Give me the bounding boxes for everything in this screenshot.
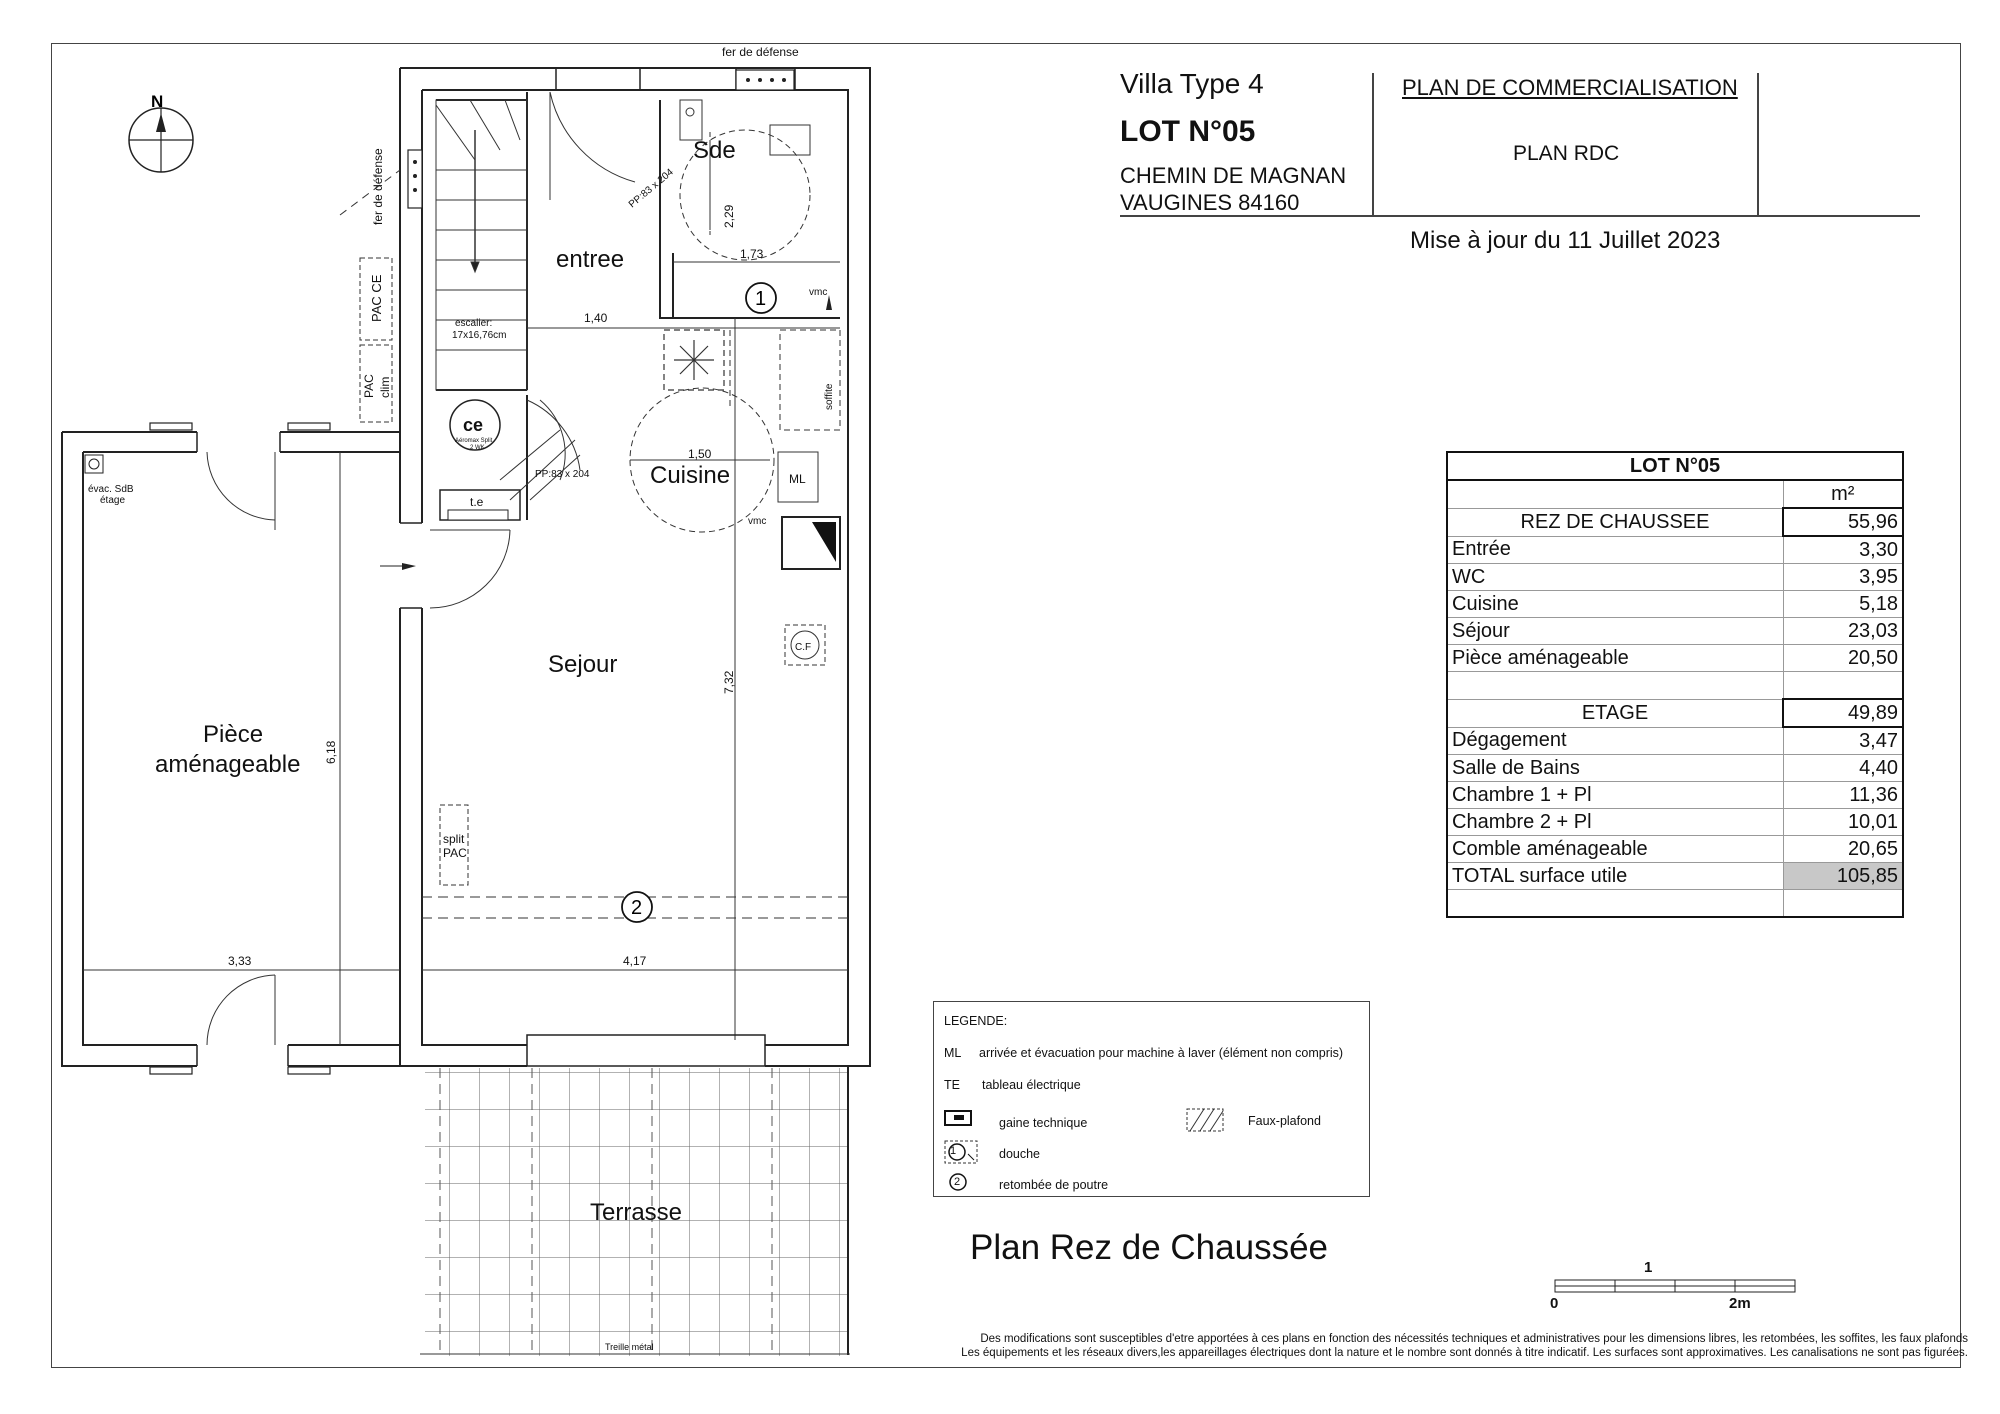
dim-173: 1,73 — [740, 247, 764, 261]
treille-label: Treille métal — [605, 1342, 654, 1352]
table-row: Dégagement 3,47 — [1447, 727, 1903, 755]
dim-732: 7,32 — [722, 670, 736, 694]
table-row: Comble aménageable 20,65 — [1447, 836, 1903, 863]
rdc-label: REZ DE CHAUSSEE — [1447, 508, 1783, 536]
marker-1: 1 — [755, 288, 767, 310]
evac-label-1: évac. SdB — [88, 484, 134, 495]
total-label: TOTAL surface utile — [1447, 863, 1783, 890]
table-spacer-row — [1447, 672, 1903, 700]
disclaimer-line2: Les équipements et les réseaux divers,les appareillages électriques dont la nature et le nombre sont donnés à titre indicatif. Les surfaces sont approximatives. Les canalisations ne sont pas figurées. — [961, 1347, 1968, 1359]
pp-top-label: PP:83 x 204 — [626, 166, 676, 211]
legend-te-code: TE — [944, 1078, 960, 1092]
room-sejour: Sejour — [548, 651, 618, 678]
pac-clim-label-2: clim — [378, 376, 392, 398]
table-row: Pièce aménageable 20,50 — [1447, 645, 1903, 672]
room-piece-1: Pièce — [203, 721, 264, 748]
hatch-icon — [1186, 1108, 1226, 1134]
table-row: Chambre 2 + Pl 10,01 — [1447, 809, 1903, 836]
legend-marker-1: 1 — [950, 1145, 957, 1157]
table-row: WC 3,95 — [1447, 564, 1903, 591]
dim-618: 6,18 — [324, 740, 338, 764]
room-entree: entree — [556, 246, 625, 273]
legend-te-text: tableau électrique — [982, 1078, 1081, 1092]
soffite-label: soffite — [824, 383, 835, 410]
scale-one: 1 — [1644, 1259, 1653, 1276]
marker-2: 2 — [631, 897, 643, 919]
vmc-top-label: vmc — [809, 287, 828, 298]
villa-type: Villa Type 4 — [1120, 68, 1264, 99]
ce-label: ce — [463, 415, 484, 435]
room-sde: Sde — [693, 137, 736, 164]
escalier-label-1: escalier: — [455, 318, 493, 329]
evac-label-2: étage — [100, 495, 126, 506]
surfaces-table — [1446, 451, 1904, 918]
table-row: Séjour 23,03 — [1447, 618, 1903, 645]
address-line2: VAUGINES 84160 — [1120, 190, 1300, 215]
scale-bar — [1545, 1276, 1805, 1306]
north-compass — [129, 92, 193, 172]
dim-333: 3,33 — [228, 954, 252, 968]
fer-left-label: fer de défense — [371, 148, 385, 225]
split-label-2: PAC — [443, 846, 467, 860]
room-terrasse: Terrasse — [590, 1199, 683, 1226]
address-line1: CHEMIN DE MAGNAN — [1120, 163, 1347, 188]
table-spacer-row — [1447, 890, 1903, 918]
pac-clim-label-1: PAC — [362, 374, 376, 398]
dim-140: 1,40 — [584, 311, 608, 325]
north-label: N — [151, 92, 164, 111]
dim-417: 4,17 — [623, 954, 647, 968]
scale-two: 2m — [1729, 1295, 1751, 1312]
vmc-mid-label: vmc — [748, 516, 767, 527]
total-value: 105,85 — [1783, 863, 1903, 890]
dim-229: 2,29 — [722, 204, 736, 228]
etage-total: 49,89 — [1783, 699, 1903, 727]
legend-gaine: gaine technique — [999, 1116, 1088, 1130]
cf-label: C.F — [795, 642, 812, 653]
table-row: Salle de Bains 4,40 — [1447, 755, 1903, 782]
plan-rdc: PLAN RDC — [1513, 142, 1620, 165]
plan-title: Plan Rez de Chaussée — [970, 1228, 1328, 1267]
legend-title: LEGENDE: — [944, 1014, 1008, 1028]
legend-marker-2: 2 — [954, 1176, 961, 1188]
legend-retombee: retombée de poutre — [999, 1178, 1109, 1192]
dim-150: 1,50 — [688, 447, 712, 461]
room-piece-2: aménageable — [155, 751, 301, 778]
ce-sub-2: 2 WK — [470, 445, 485, 451]
pac-ce-label: PAC CE — [369, 274, 384, 322]
legend-ml-code: ML — [944, 1046, 962, 1060]
ml-label: ML — [789, 472, 806, 486]
te-label: t.e — [470, 495, 484, 509]
update-date: Mise à jour du 11 Juillet 2023 — [1410, 227, 1721, 254]
legend-faux: Faux-plafond — [1248, 1114, 1321, 1128]
gaine-icon — [944, 1110, 974, 1130]
surfaces-unit-spacer — [1447, 480, 1783, 508]
legend-box — [933, 1001, 1370, 1197]
table-row: Cuisine 5,18 — [1447, 591, 1903, 618]
rdc-total: 55,96 — [1783, 508, 1903, 536]
lot-number: LOT N°05 — [1120, 115, 1256, 148]
surfaces-lot-header: LOT N°05 — [1447, 452, 1903, 480]
split-label-1: split — [443, 832, 465, 846]
escalier-label-2: 17x16,76cm — [452, 330, 507, 341]
pp-bottom-label: PP:83 x 204 — [535, 469, 590, 480]
table-row: Entrée 3,30 — [1447, 536, 1903, 564]
surfaces-unit: m² — [1783, 480, 1903, 508]
room-cuisine: Cuisine — [650, 462, 731, 489]
etage-label: ETAGE — [1447, 699, 1783, 727]
plan-commercialisation: PLAN DE COMMERCIALISATION — [1402, 75, 1738, 100]
disclaimer — [882, 1332, 1968, 1360]
disclaimer-line1: Des modifications sont susceptibles d'etre apportées à ces plans en fonction des nécessités techniques et administratives pour les dimensions libres, les retombées, les soffites, les faux plafonds — [980, 1333, 1968, 1345]
legend-douche: douche — [999, 1147, 1041, 1161]
fer-top-label: fer de défense — [722, 45, 799, 59]
legend-ml-text: arrivée et évacuation pour machine à laver (élément non compris) — [979, 1046, 1344, 1060]
ce-sub-1: Aéromax Split — [455, 438, 493, 444]
scale-zero: 0 — [1550, 1295, 1559, 1312]
table-row: Chambre 1 + Pl 11,36 — [1447, 782, 1903, 809]
